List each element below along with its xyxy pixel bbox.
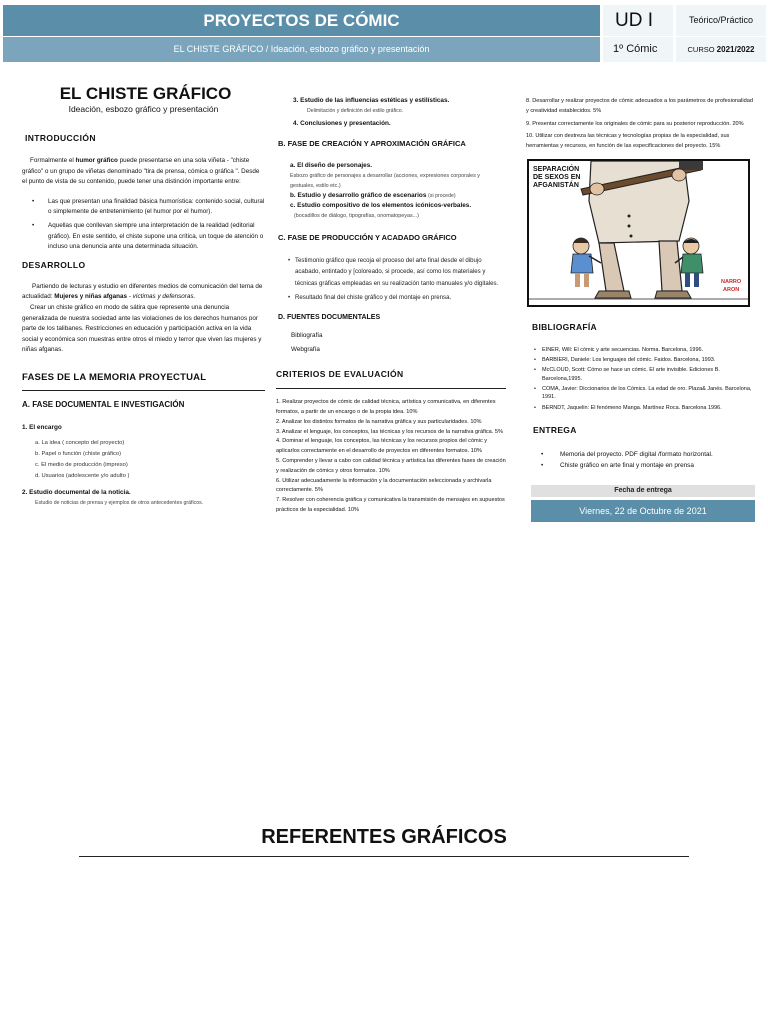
compositivo-heading: c. Estudio compositivo de los elementos icónicos-verbales. (290, 202, 472, 209)
influencias-note: Delimitación y definición del estilo gráfico. (307, 108, 404, 114)
estudio-documental-heading: 2. Estudio documental de la noticia. (22, 488, 131, 496)
criterios-list (276, 398, 506, 516)
desarrollo-heading: DESARROLLO (22, 259, 86, 270)
fases-heading: FASES DE LA MEMORIA PROYECTUAL (22, 372, 265, 391)
page-subtitle: Ideación, esbozo gráfico y presentación (68, 104, 219, 114)
diseno-personajes-note: Esbozo gráfico de personajes a desarrollar (acciones, expresiones corporales y gestuales, estilo etc.) (290, 173, 480, 189)
intro-bullet-list (32, 197, 265, 253)
criterios-continued (526, 97, 755, 152)
desarrollo-paragraph-2: Crear un chiste gráfico en modo de sátira que represente una denuncia generalizada de nuestra sociedad ante las violaciones de los derechos humanos por parte de los talibanes. Restricciones en educación y participación activa en la vida social y económica son muestras entre otros el miedo y terror que viven las mujeres y niñas afganas. (22, 303, 262, 354)
fase-c-heading: C. FASE DE PRODUCCIÓN Y ACADADO GRÁFICO (278, 233, 457, 242)
comic-illustration (527, 159, 750, 307)
criterio-item: 7. Resolver con coherencia gráfica y comunicativa la transmisión de mensajes en supuestos prácticos de la especialidad. 10% (276, 497, 505, 513)
course-year-label: CURSO 2021/2022 (676, 37, 766, 62)
column-right (526, 97, 755, 522)
fase-a-heading: A. FASE DOCUMENTAL E INVESTIGACIÓN (22, 399, 185, 409)
criterio-item: 6. Utilizar adecuadamente la información y la documentación seleccionada y archivarla correctamente. 5% (276, 477, 492, 494)
entrega-item: • Chiste gráfico en arte final y montaje en prensa (541, 460, 755, 471)
entrega-heading: ENTREGA (533, 425, 577, 436)
referentes-heading: REFERENTES GRÁFICOS (261, 826, 507, 848)
bibliografia-item: • McCLOUD, Scott: Cómo se hace un cómic. El arte invisible. Ediciones B. Barcelona,1995. (534, 366, 755, 383)
divider (79, 856, 689, 857)
fuentes-item: Bibliografía (291, 332, 323, 340)
estudio-documental-note: Estudio de noticias de prensa y ejemplos de otros antecedentes gráficos. (35, 499, 204, 506)
comic-caption-line: AFGANISTÁN (533, 181, 579, 189)
encargo-item: d. Usuarios (adolescente y/o adulto ) (35, 472, 130, 479)
unit-label: UD I (603, 5, 673, 36)
column-left (22, 84, 265, 508)
criterio-item: 3. Analizar el lenguaje, los conceptos, las técnicas y los recursos de la narrativa gráfica. 5% (276, 428, 503, 435)
course-title-bar: PROYECTOS DE CÓMIC (3, 5, 600, 36)
bibliografia-item: • BARBIERI, Daniele: Los lenguajes del cómic. Faidos. Barcelona, 1993. (534, 356, 755, 365)
level-label: 1º Cómic (603, 37, 673, 62)
encargo-item: c. El medio de producción (impreso) (35, 461, 128, 468)
comic-signature: ARON (723, 286, 740, 293)
criterio-item: 2. Analizar los distintos formatos de la narrativa gráfica y sus particularidades. 10% (276, 418, 482, 425)
bibliografia-item: • BERNDT, Jaquelin: El fenómeno Manga. Martínez Roca. Barcelona 1996. (534, 404, 755, 413)
intro-heading: INTRODUCCIÓN (25, 133, 96, 143)
influencias-heading: 3. Estudio de las influencias estéticas y estilísticas. (293, 97, 450, 104)
intro-bullet: • Aquellas que conllevan siempre una interpretación de la realidad (editorial gráfico). En este sentido, el chiste supone una crítica, un toque de atención o incluso una denuncia ante una determinada situación. (32, 221, 265, 253)
fuentes-list (291, 329, 506, 357)
intro-paragraph: Formalmente el humor gráfico puede presentarse en una sola viñeta - "chiste gráfico" o un grupo de viñetas denominado "tira de prensa, cómica o gráfica ". Desde el punto de vista de su contenido, puede tener una distinción importante entre: (22, 157, 260, 186)
fecha-entrega-value: Viernes, 22 de Octubre de 2021 (531, 500, 755, 522)
comic-caption-line: SEPARACIÓN (533, 165, 580, 173)
bibliografia-heading: BIBLIOGRAFÍA (532, 321, 597, 332)
fuentes-item: Webgrafía (291, 346, 320, 354)
type-label: Teórico/Práctico (676, 5, 766, 36)
diseno-personajes-heading: a. El diseño de personajes. (290, 162, 373, 169)
encargo-heading: 1. El encargo (22, 423, 62, 431)
encargo-item: a. La idea ( concepto del proyecto) (35, 439, 125, 446)
entrega-list (526, 449, 755, 471)
course-subtitle-bar: EL CHISTE GRÁFICO / Ideación, esbozo gráfico y presentación (3, 37, 600, 62)
fase-c-list (288, 255, 506, 303)
escenarios-heading: b. Estudio y desarrollo gráfico de escenarios (si procede) (290, 192, 456, 199)
bibliografia-list (526, 346, 755, 412)
bibliografia-item: • EINER, Will: El cómic y arte secuencias. Norma. Barcelona, 1996. (534, 346, 755, 355)
comic-drawing (529, 161, 748, 305)
encargo-item: b. Papel o función (chiste gráfico) (35, 450, 122, 457)
criterio-item: 4. Dominar el lenguaje, los conceptos, las técnicas y los recursos propios del cómic y aplicarlos correctamente en el desarrollo de proyectos en diferentes formatos. 10% (276, 438, 488, 455)
criterio-item: 8. Desarrollar y realizar proyectos de cómic adecuados a los parámetros de profesionalidad y creatividad establecidos. 5% (526, 98, 753, 114)
encargo-list (35, 438, 265, 482)
desarrollo-paragraph: Partiendo de lecturas y estudio en diferentes medios de comunicación del tema de actualidad: Mujeres y niñas afganas - víctimas y defensoras. (22, 282, 263, 301)
fase-c-item: • Resultado final del chiste gráfico y del montaje en prensa. (288, 292, 506, 303)
page-title: EL CHISTE GRÁFICO (59, 84, 232, 103)
intro-bullet: • Las que presentan una finalidad básica humorística: contenido social, cultural o simplemente de entretenimiento (el humor por el humor). (32, 197, 265, 218)
fase-b-heading: B. FASE DE CREACIÓN Y APROXIMACIÓN GRÁFICA (278, 139, 466, 148)
criterios-heading: CRITERIOS DE EVALUACIÓN (276, 369, 506, 389)
fecha-entrega-label: Fecha de entrega (531, 485, 755, 497)
fase-d-heading: D. FUENTES DOCUMENTALES (278, 314, 381, 322)
fase-c-item: • Testimonio gráfico que recoja el proceso del arte final desde el dibujo acabado, entintado y [coloreado, si procede, así como los materiales y técnicas gráficas empleadas en su realización tanto manuales y/o digitales. (288, 255, 506, 289)
comic-signature: NARRO (721, 278, 742, 285)
criterio-item: 5. Comprender y llevar a cabo con calidad técnica y artística las diferentes fases de creación y realización de cómics y otros formatos. 10% (276, 457, 506, 474)
criterio-item: 9. Presentar correctamente los originales de cómic para su posterior reproducción. 20% (526, 120, 744, 127)
entrega-item: • Memoria del proyecto. PDF digital /formato horizontal. (541, 449, 755, 460)
column-middle (276, 96, 506, 516)
criterio-item: 1. Realizar proyectos de cómic de calidad técnica, artística y comunicativa, en diferentes formatos, a partir de un encargo o de la propia idea. 10% (276, 399, 496, 415)
comic-caption-line: DE SEXOS EN (533, 173, 581, 181)
compositivo-note: (bocadillos de diálogo, tipografías, onomatopeyas...) (294, 213, 419, 219)
fase-b-content (290, 161, 506, 221)
bibliografia-item: • COMA, Javier: Diccionarios de los Cómics. La edad de oro. Plaza& Janés. Barcelona, 1991. (534, 385, 755, 402)
criterio-item: 10. Utilizar con destreza las técnicas y tecnologías propias de la especialidad, sus herramientas y recursos, en función de las especificaciones del proyecto. 15% (526, 133, 730, 150)
conclusiones-heading: 4. Conclusiones y presentación. (293, 120, 391, 127)
